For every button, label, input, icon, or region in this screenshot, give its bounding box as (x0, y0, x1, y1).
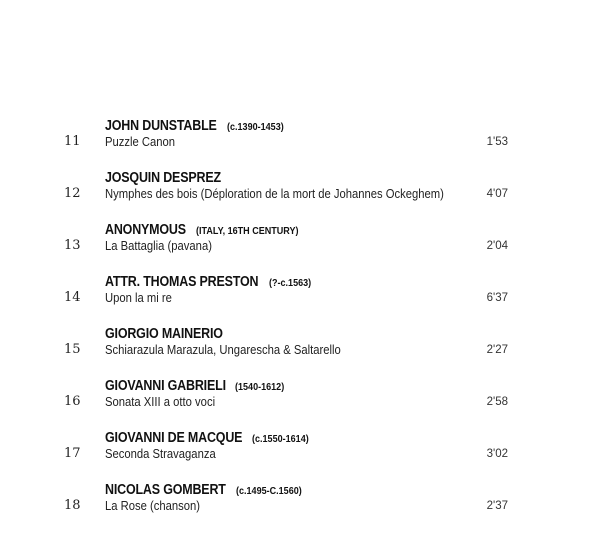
track-entry (0, 221, 600, 265)
track-duration: 2'04 (486, 240, 508, 252)
work-title: Seconda Stravaganza (105, 447, 216, 461)
composer-line (105, 117, 293, 135)
track-number: 12 (64, 186, 81, 201)
work-title: Schiarazula Marazula, Ungarescha & Saltarello (105, 343, 341, 357)
track-entry (0, 273, 600, 317)
composer-line (105, 169, 231, 187)
composer-name: JOHN DUNSTABLE (105, 118, 217, 134)
track-entry (0, 377, 600, 421)
composer-name: GIOVANNI GABRIELI (105, 378, 226, 394)
track-duration: 6'37 (486, 292, 508, 304)
composer-dates: (?-c.1563) (268, 277, 311, 289)
work-title: Puzzle Canon (105, 135, 176, 149)
work-title: Sonata XIII a otto voci (105, 395, 216, 409)
track-entry (0, 429, 600, 473)
composer-dates: (1540-1612) (235, 381, 285, 393)
composer-line (105, 221, 315, 239)
composer-dates: (c.1550-1614) (252, 433, 309, 445)
track-duration: 2'27 (486, 344, 508, 356)
track-entry (0, 169, 600, 213)
track-number: 15 (64, 342, 81, 357)
composer-line (105, 377, 293, 395)
work-title: La Battaglia (pavana) (105, 239, 212, 253)
composer-name: NICOLAS GOMBERT (105, 482, 226, 498)
track-duration: 1'53 (486, 136, 508, 148)
work-title: Nymphes des bois (Déploration de la mort de Johannes Ockeghem) (105, 187, 444, 201)
track-number: 18 (64, 498, 81, 513)
track-entry (0, 117, 600, 161)
composer-name: GIOVANNI DE MACQUE (105, 430, 243, 446)
track-number: 14 (64, 290, 81, 305)
work-title: La Rose (chanson) (105, 499, 201, 513)
composer-dates: (c.1495-C.1560) (236, 485, 302, 497)
track-number: 17 (64, 446, 81, 461)
track-duration: 2'58 (486, 396, 508, 408)
composer-name: JOSQUIN DESPREZ (105, 170, 221, 186)
track-duration: 4'07 (486, 188, 508, 200)
track-duration: 3'02 (486, 448, 508, 460)
composer-line (105, 429, 318, 447)
composer-line (105, 273, 318, 291)
composer-dates: (ITALY, 16TH CENTURY) (196, 225, 299, 237)
composer-line (105, 325, 233, 343)
track-number: 11 (64, 134, 81, 149)
work-title: Upon la mi re (105, 291, 172, 305)
composer-line (105, 481, 313, 499)
track-number: 16 (64, 394, 81, 409)
composer-name: ANONYMOUS (105, 222, 186, 238)
track-entry (0, 481, 600, 525)
composer-name: GIORGIO MAINERIO (105, 326, 223, 342)
track-entry (0, 325, 600, 369)
composer-dates: (c.1390-1453) (226, 121, 284, 133)
track-duration: 2'37 (486, 500, 508, 512)
track-number: 13 (64, 238, 81, 253)
composer-name: ATTR. THOMAS PRESTON (105, 274, 259, 290)
